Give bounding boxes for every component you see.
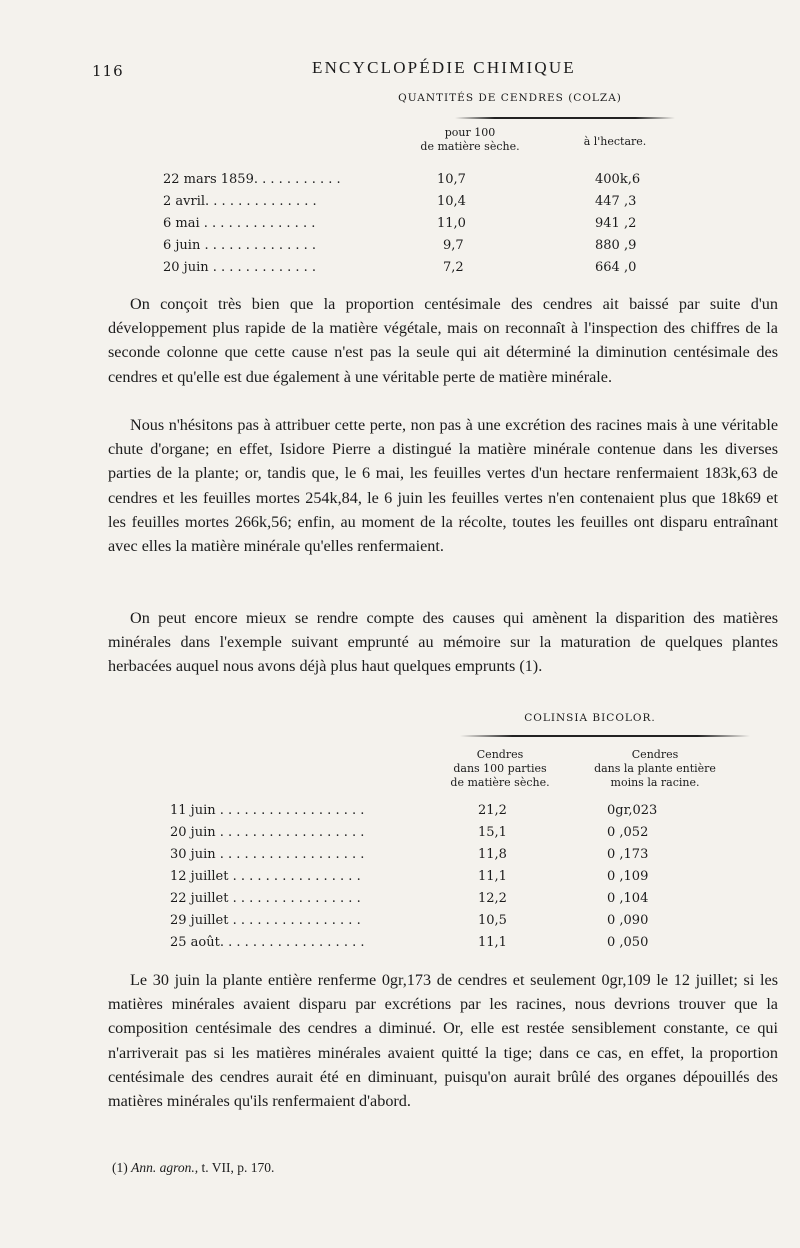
- row-value-per-100: 7,2: [443, 260, 464, 275]
- row-label: 11 juin . . . . . . . . . . . . . . . . . .: [170, 803, 365, 818]
- page-number: 116: [92, 62, 124, 80]
- table1-col2-header: à l'hectare.: [583, 135, 647, 148]
- footnote: [112, 1160, 274, 1176]
- row-value-grams: 0 ,109: [607, 869, 649, 884]
- row-value-percent: 10,5: [478, 913, 507, 928]
- row-value-per-100: 11,0: [437, 216, 466, 231]
- table2-col2-header-line1: Cendres: [631, 748, 679, 761]
- row-label: 6 juin . . . . . . . . . . . . . .: [163, 238, 317, 253]
- table1-col1-header: [410, 126, 530, 154]
- paragraph-4: Le 30 juin la plante entière renferme 0gr,173 de cendres et seulement 0gr,109 le 12 juillet; si les matières minérales avaient disparu par excrétions par les racines, nous devrions trouver que la composition centésimale des cendres a diminué. Or, elle est restée sensiblement constante, ce qui n'arriverait pas si les matières minérales avaient quitté la tige; dans ce cas, en effet, la proportion centésimale des cendres aurait été en diminuant, puisqu'on aurait brûlé des organes dépouillés des matières minérales qu'ils renfermaient d'abord.: [108, 971, 778, 1111]
- table1-col1-header-line1: pour 100: [444, 126, 496, 139]
- row-label: 20 juin . . . . . . . . . . . . . . . . . .: [170, 825, 365, 840]
- row-label: 25 août. . . . . . . . . . . . . . . . . .: [170, 935, 365, 950]
- row-value-grams: 0 ,173: [607, 847, 649, 862]
- table2-col2-header-line3: moins la racine.: [610, 776, 700, 789]
- row-label: 22 mars 1859. . . . . . . . . . .: [163, 172, 341, 187]
- row-value-grams: 0 ,052: [607, 825, 649, 840]
- row-label: 22 juillet . . . . . . . . . . . . . . . .: [170, 891, 361, 906]
- table1-col1-header-line2: de matière sèche.: [420, 140, 520, 153]
- row-value-percent: 21,2: [478, 803, 507, 818]
- row-value-percent: 11,1: [478, 935, 507, 950]
- footnote-reference: t. VII, p. 170.: [201, 1160, 275, 1175]
- running-header: [92, 58, 712, 82]
- row-value-per-hectare: 400k,6: [595, 172, 641, 187]
- row-value-per-100: 10,7: [437, 172, 466, 187]
- table2-rule: [460, 735, 750, 737]
- table2-col1-header-line1: Cendres: [476, 748, 524, 761]
- table2-caption: COLINSIA BICOLOR.: [524, 712, 656, 724]
- paragraph-3: On peut encore mieux se rendre compte des causes qui amènent la disparition des matières minérales dans l'exemple suivant emprunté au mémoire sur la maturation de quelques plantes herbacées auquel nous avons déjà plus haut quelques emprunts (1).: [108, 609, 778, 676]
- table1-caption: QUANTITÉS DE CENDRES (COLZA): [398, 92, 622, 104]
- row-value-percent: 15,1: [478, 825, 507, 840]
- table2-col1-header: [435, 748, 565, 790]
- table2-col2-header-line2: dans la plante entière: [594, 762, 716, 775]
- row-value-grams: 0gr,023: [607, 803, 658, 818]
- row-value-per-100: 9,7: [443, 238, 464, 253]
- row-value-percent: 11,1: [478, 869, 507, 884]
- row-value-percent: 12,2: [478, 891, 507, 906]
- row-value-per-hectare: 664 ,0: [595, 260, 637, 275]
- row-label: 2 avril. . . . . . . . . . . . . .: [163, 194, 317, 209]
- row-value-grams: 0 ,050: [607, 935, 649, 950]
- row-label: 20 juin . . . . . . . . . . . . .: [163, 260, 317, 275]
- table2-col2-header: [580, 748, 730, 790]
- row-value-per-hectare: 880 ,9: [595, 238, 637, 253]
- running-title: ENCYCLOPÉDIE CHIMIQUE: [312, 58, 576, 77]
- footnote-marker: (1): [112, 1160, 128, 1175]
- row-value-per-100: 10,4: [437, 194, 466, 209]
- table1-rule: [455, 117, 675, 119]
- row-value-grams: 0 ,090: [607, 913, 649, 928]
- paragraph-1: On conçoit très bien que la proportion centésimale des cendres ait baissé par suite d'un développement plus rapide de la matière végétale, mais on reconnaît à l'inspection des chiffres de la seconde colonne que cette cause n'est pas la seule qui ait déterminé la diminution centésimale des cendres et qu'elle est due également à une véritable perte de matière minérale.: [108, 295, 778, 386]
- row-label: 6 mai . . . . . . . . . . . . . .: [163, 216, 316, 231]
- footnote-source: Ann. agron.,: [131, 1160, 199, 1175]
- row-value-percent: 11,8: [478, 847, 507, 862]
- row-label: 29 juillet . . . . . . . . . . . . . . . .: [170, 913, 361, 928]
- row-value-per-hectare: 447 ,3: [595, 194, 637, 209]
- table2-col1-header-line3: de matière sèche.: [450, 776, 550, 789]
- paragraph-2: Nous n'hésitons pas à attribuer cette perte, non pas à une excrétion des racines mais à une véritable chute d'organe; en effet, Isidore Pierre a distingué la matière minérale contenue dans les diverses parties de la plante; or, tandis que, le 6 mai, les feuilles vertes d'un hectare renfermaient 183k,63 de cendres et les feuilles mortes 254k,84, le 6 juin les feuilles vertes n'en contenaient plus que 18k69 et les feuilles mortes 266k,56; enfin, au moment de la récolte, toutes les feuilles ont disparu entraînant avec elles la matière minérale qu'elles renfermaient.: [108, 416, 778, 556]
- row-value-grams: 0 ,104: [607, 891, 649, 906]
- table2-col1-header-line2: dans 100 parties: [453, 762, 547, 775]
- row-label: 12 juillet . . . . . . . . . . . . . . . .: [170, 869, 361, 884]
- row-value-per-hectare: 941 ,2: [595, 216, 637, 231]
- row-label: 30 juin . . . . . . . . . . . . . . . . . .: [170, 847, 365, 862]
